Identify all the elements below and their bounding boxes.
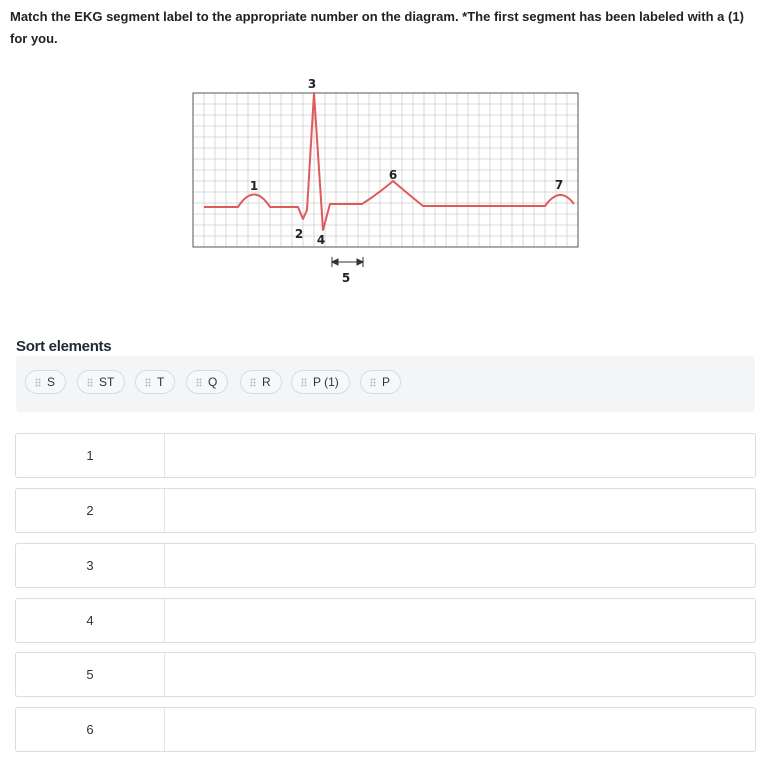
target-row-6 [15,707,756,752]
chip-label: S [47,375,56,389]
target-number: 5 [16,653,165,696]
chip-label: ST [99,375,115,389]
drag-handle-icon [250,378,256,387]
sort-elements-title: Sort elements [16,338,112,355]
diagram-label-2: 2 [294,227,304,241]
drag-handle-icon [196,378,202,387]
drag-handle-icon [35,378,41,387]
chip-st[interactable] [77,370,125,394]
drop-zone-4[interactable] [165,599,755,642]
drop-zone-5[interactable] [165,653,755,696]
diagram-label-1: 1 [249,179,259,193]
chip-p[interactable] [360,370,401,394]
target-number: 4 [16,599,165,642]
target-row-2 [15,488,756,533]
diagram-label-3: 3 [307,77,317,91]
question-text: Match the EKG segment label to the appropriate number on the diagram. *The first segment has been labeled with a (1) for you. [10,9,744,46]
diagram-label-4: 4 [316,233,326,247]
target-row-5 [15,652,756,697]
target-number: 2 [16,489,165,532]
chip-q[interactable] [186,370,228,394]
diagram-label-6: 6 [388,168,398,182]
target-row-1 [15,433,756,478]
drop-zone-2[interactable] [165,489,755,532]
target-number: 1 [16,434,165,477]
chip-tray [16,356,755,412]
drop-zone-6[interactable] [165,708,755,751]
drop-zone-3[interactable] [165,544,755,587]
diagram-label-5: 5 [341,271,351,285]
chip-s[interactable] [25,370,66,394]
ekg-trace [204,93,574,230]
ekg-grid [193,93,578,247]
drop-zone-1[interactable] [165,434,755,477]
target-number: 6 [16,708,165,751]
target-row-4 [15,598,756,643]
drag-handle-icon [301,378,307,387]
drag-handle-icon [145,378,151,387]
target-number: 3 [16,544,165,587]
segment-5-arrow [332,257,363,267]
drag-handle-icon [370,378,376,387]
chip-label: P (1) [313,375,339,389]
chip-label: Q [208,375,218,389]
chip-t[interactable] [135,370,175,394]
target-row-3 [15,543,756,588]
chip-label: R [262,375,271,389]
chip-r[interactable] [240,370,282,394]
chip-p-1[interactable] [291,370,350,394]
drag-handle-icon [87,378,93,387]
diagram-label-7: 7 [554,178,564,192]
chip-label: T [157,375,165,389]
chip-label: P [382,375,391,389]
ekg-diagram [190,70,590,290]
